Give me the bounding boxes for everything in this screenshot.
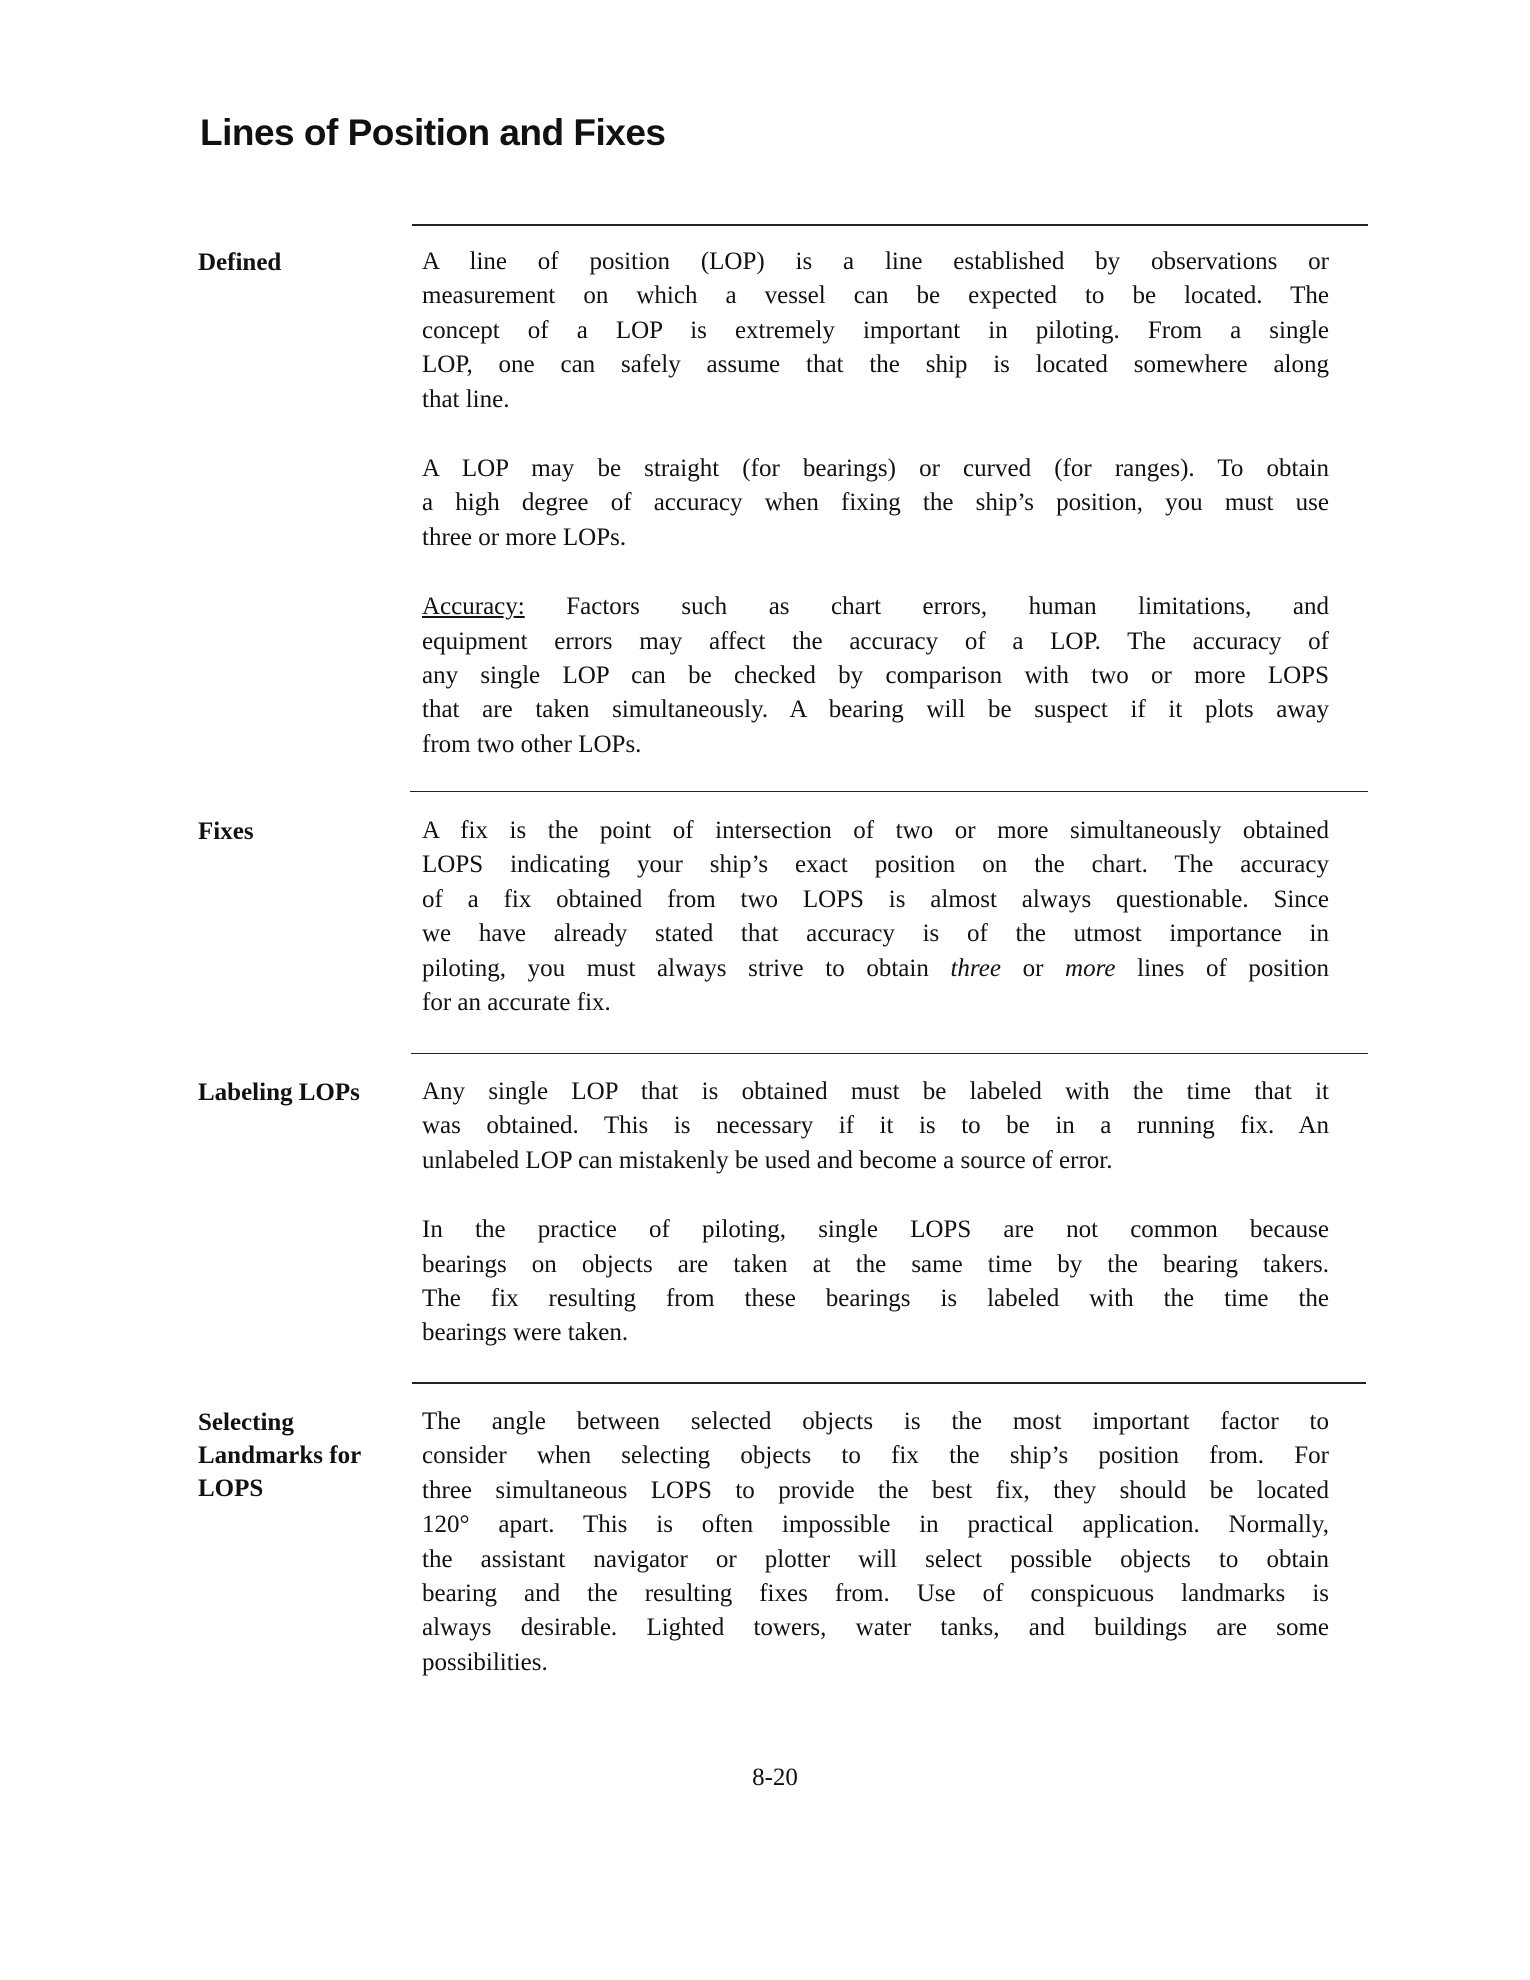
text-line: the assistant navigator or plotter will select possible objects to obtain: [422, 1545, 1329, 1573]
text-line: [422, 952, 1329, 986]
text-line: bearing and the resulting fixes from. Use of conspicuous landmarks is: [422, 1580, 1329, 1608]
section-body-labeling-lops: [422, 1075, 1329, 1386]
text-line: was obtained. This is necessary if it is to be in a running fix. An: [422, 1112, 1329, 1140]
text-line: The fix resulting from these bearings is labeled with the time the: [422, 1285, 1329, 1313]
text-line: that line.: [422, 385, 510, 413]
text-line: a high degree of accuracy when fixing the ship’s position, you must use: [422, 489, 1329, 517]
section-divider: [412, 224, 1368, 226]
text-line: possibilities.: [422, 1648, 548, 1676]
text-line: A line of position (LOP) is a line established by observations or: [422, 248, 1329, 275]
text-line: LOPS indicating your ship’s exact position on the chart. The accuracy: [422, 851, 1329, 879]
paragraph: [422, 1075, 1329, 1178]
section-label-line: Labeling LOPs: [198, 1079, 360, 1106]
section-label-line: Landmarks for: [198, 1442, 362, 1469]
text-line: bearings on objects are taken at the same time by the bearing takers.: [422, 1250, 1329, 1278]
section-label-defined: [198, 246, 281, 279]
paragraph: [422, 814, 1329, 1020]
text-segment: or: [1000, 954, 1066, 982]
text-line: always desirable. Lighted towers, water tanks, and buildings are some: [422, 1614, 1329, 1642]
text-line: equipment errors may affect the accuracy of a LOP. The accuracy of: [422, 627, 1329, 655]
text-line: A fix is the point of intersection of two or more simultaneously obtained: [422, 817, 1329, 844]
paragraph: [422, 1405, 1329, 1680]
text-line: A LOP may be straight (for bearings) or curved (for ranges). To obtain: [422, 455, 1329, 483]
page-title: Lines of Position and Fixes: [200, 112, 666, 153]
text-line: that are taken simultaneously. A bearing will be suspect if it plots away: [422, 696, 1329, 724]
emphasis: more: [1065, 954, 1116, 982]
text-line: The angle between selected objects is the most important factor to: [422, 1408, 1329, 1435]
text-line: concept of a LOP is extremely important in piloting. From a single: [422, 316, 1329, 344]
text-line: of a fix obtained from two LOPS is almost always questionable. Since: [422, 885, 1329, 913]
section-label-line: Defined: [198, 249, 282, 276]
text-line: from two other LOPs.: [422, 730, 642, 758]
text-line: three simultaneous LOPS to provide the best fix, they should be located: [422, 1476, 1329, 1504]
text-line: measurement on which a vessel can be expected to be located. The: [422, 282, 1329, 310]
section-label-line: Selecting: [198, 1409, 294, 1436]
text-line: any single LOP can be checked by comparison with two or more LOPS: [422, 662, 1329, 690]
text-line: three or more LOPs.: [422, 523, 627, 551]
section-body-defined: [422, 245, 1329, 797]
text-line: Any single LOP that is obtained must be labeled with the time that it: [422, 1078, 1329, 1105]
text-line: consider when selecting objects to fix the ship’s position from. For: [422, 1442, 1329, 1470]
text-line: LOP, one can safely assume that the ship is located somewhere along: [422, 351, 1329, 379]
text-line: In the practice of piloting, single LOPS are not common because: [422, 1216, 1329, 1244]
text-segment: Factors such as chart errors, human limitations, and: [524, 593, 1329, 621]
section-label-fixes: [198, 815, 254, 848]
section-body-fixes: [422, 814, 1329, 1055]
text-line: we have already stated that accuracy is of the utmost importance in: [422, 920, 1329, 948]
underlined-term: Accuracy:: [422, 593, 525, 621]
section-label-line: LOPS: [198, 1475, 264, 1502]
section-label-selecting-landmarks: [198, 1406, 361, 1505]
paragraph: [422, 245, 1329, 417]
section-label-line: Fixes: [198, 818, 254, 845]
text-line: [422, 590, 1329, 624]
section-body-selecting-landmarks: [422, 1405, 1329, 1715]
text-line: bearings were taken.: [422, 1319, 629, 1347]
section-label-labeling-lops: [198, 1076, 360, 1109]
paragraph: [422, 452, 1329, 555]
text-segment: lines of position: [1115, 954, 1329, 982]
text-segment: piloting, you must always strive to obtain: [422, 954, 951, 982]
text-line: unlabeled LOP can mistakenly be used and become a source of error.: [422, 1146, 1113, 1174]
emphasis: three: [950, 954, 1001, 982]
text-line: 120° apart. This is often impossible in practical application. Normally,: [422, 1511, 1329, 1539]
text-line: for an accurate fix.: [422, 989, 611, 1017]
paragraph: [422, 590, 1329, 762]
page-number: 8-20: [752, 1764, 798, 1791]
paragraph: [422, 1213, 1329, 1351]
